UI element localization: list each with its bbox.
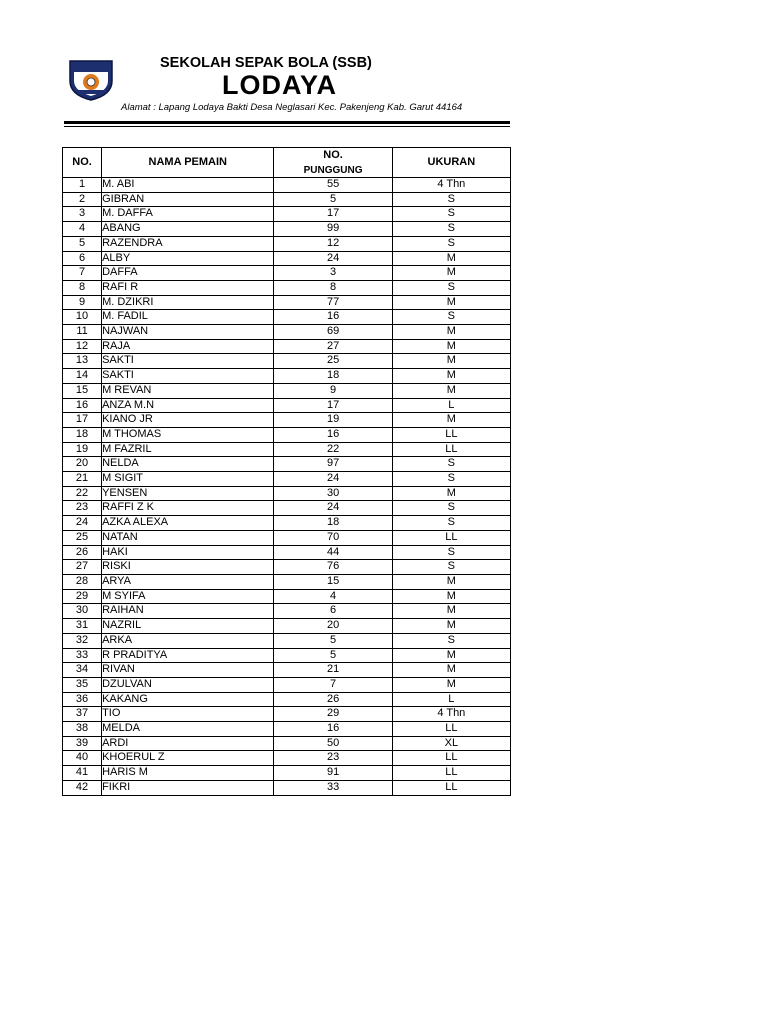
cell-player-name: M SIGIT bbox=[102, 472, 274, 487]
cell-no: 21 bbox=[63, 472, 102, 487]
cell-no: 25 bbox=[63, 530, 102, 545]
cell-size: M bbox=[392, 369, 510, 384]
table-row bbox=[63, 427, 511, 442]
cell-jersey-number: 15 bbox=[274, 574, 392, 589]
cell-player-name: TIO bbox=[102, 707, 274, 722]
cell-player-name: RAJA bbox=[102, 339, 274, 354]
cell-jersey-number: 50 bbox=[274, 736, 392, 751]
cell-no: 28 bbox=[63, 574, 102, 589]
cell-size: M bbox=[392, 648, 510, 663]
cell-player-name: M. ABI bbox=[102, 178, 274, 193]
cell-no: 6 bbox=[63, 251, 102, 266]
cell-jersey-number: 7 bbox=[274, 677, 392, 692]
cell-jersey-number: 20 bbox=[274, 619, 392, 634]
cell-player-name: NAZRIL bbox=[102, 619, 274, 634]
cell-no: 7 bbox=[63, 266, 102, 281]
cell-no: 11 bbox=[63, 325, 102, 340]
cell-size: M bbox=[392, 677, 510, 692]
cell-player-name: SAKTI bbox=[102, 354, 274, 369]
cell-jersey-number: 24 bbox=[274, 251, 392, 266]
table-row bbox=[63, 780, 511, 795]
cell-jersey-number: 17 bbox=[274, 207, 392, 222]
cell-jersey-number: 55 bbox=[274, 178, 392, 193]
cell-size: S bbox=[392, 236, 510, 251]
cell-size: M bbox=[392, 339, 510, 354]
table-row bbox=[63, 574, 511, 589]
cell-no: 9 bbox=[63, 295, 102, 310]
table-row bbox=[63, 692, 511, 707]
cell-player-name: DZULVAN bbox=[102, 677, 274, 692]
school-name-heading: LODAYA bbox=[222, 70, 338, 100]
cell-player-name: KIANO JR bbox=[102, 413, 274, 428]
cell-no: 38 bbox=[63, 722, 102, 737]
cell-size: S bbox=[392, 545, 510, 560]
cell-player-name: M THOMAS bbox=[102, 427, 274, 442]
cell-no: 30 bbox=[63, 604, 102, 619]
table-row bbox=[63, 178, 511, 193]
table-row bbox=[63, 413, 511, 428]
cell-jersey-number: 18 bbox=[274, 516, 392, 531]
cell-size: M bbox=[392, 325, 510, 340]
table-row bbox=[63, 751, 511, 766]
cell-no: 20 bbox=[63, 457, 102, 472]
column-header-jersey-number bbox=[274, 148, 392, 178]
cell-no: 29 bbox=[63, 589, 102, 604]
player-roster-table bbox=[62, 147, 511, 796]
table-row bbox=[63, 663, 511, 678]
table-row bbox=[63, 604, 511, 619]
cell-no: 42 bbox=[63, 780, 102, 795]
cell-no: 31 bbox=[63, 619, 102, 634]
cell-size: LL bbox=[392, 780, 510, 795]
cell-size: M bbox=[392, 251, 510, 266]
cell-size: M bbox=[392, 619, 510, 634]
cell-size: M bbox=[392, 383, 510, 398]
table-row bbox=[63, 486, 511, 501]
cell-size: S bbox=[392, 516, 510, 531]
cell-size: S bbox=[392, 472, 510, 487]
cell-size: M bbox=[392, 354, 510, 369]
cell-no: 5 bbox=[63, 236, 102, 251]
cell-jersey-number: 21 bbox=[274, 663, 392, 678]
cell-size: M bbox=[392, 574, 510, 589]
table-row bbox=[63, 457, 511, 472]
column-header-jersey-number-line1: NO. bbox=[323, 148, 343, 161]
header-divider-thin bbox=[64, 126, 510, 127]
table-row bbox=[63, 222, 511, 237]
cell-player-name: KAKANG bbox=[102, 692, 274, 707]
cell-size: M bbox=[392, 413, 510, 428]
cell-size: L bbox=[392, 398, 510, 413]
table-body bbox=[63, 178, 511, 796]
cell-player-name: ARKA bbox=[102, 633, 274, 648]
cell-player-name: ABANG bbox=[102, 222, 274, 237]
table-row bbox=[63, 545, 511, 560]
cell-no: 1 bbox=[63, 178, 102, 193]
table-row bbox=[63, 766, 511, 781]
cell-no: 26 bbox=[63, 545, 102, 560]
cell-jersey-number: 24 bbox=[274, 501, 392, 516]
cell-size: S bbox=[392, 280, 510, 295]
cell-jersey-number: 70 bbox=[274, 530, 392, 545]
cell-size: S bbox=[392, 310, 510, 325]
table-row bbox=[63, 442, 511, 457]
cell-no: 34 bbox=[63, 663, 102, 678]
cell-size: S bbox=[392, 501, 510, 516]
cell-jersey-number: 5 bbox=[274, 633, 392, 648]
table-row bbox=[63, 310, 511, 325]
cell-player-name: M SYIFA bbox=[102, 589, 274, 604]
cell-jersey-number: 91 bbox=[274, 766, 392, 781]
cell-player-name: MELDA bbox=[102, 722, 274, 737]
cell-no: 39 bbox=[63, 736, 102, 751]
cell-jersey-number: 16 bbox=[274, 722, 392, 737]
cell-no: 27 bbox=[63, 560, 102, 575]
cell-player-name: NATAN bbox=[102, 530, 274, 545]
cell-no: 19 bbox=[63, 442, 102, 457]
cell-player-name: R PRADITYA bbox=[102, 648, 274, 663]
cell-size: LL bbox=[392, 766, 510, 781]
cell-no: 16 bbox=[63, 398, 102, 413]
column-header-name: NAMA PEMAIN bbox=[102, 148, 274, 178]
cell-no: 18 bbox=[63, 427, 102, 442]
cell-size: S bbox=[392, 222, 510, 237]
cell-size: L bbox=[392, 692, 510, 707]
cell-jersey-number: 97 bbox=[274, 457, 392, 472]
cell-size: S bbox=[392, 192, 510, 207]
table-row bbox=[63, 266, 511, 281]
cell-size: S bbox=[392, 633, 510, 648]
cell-player-name: YENSEN bbox=[102, 486, 274, 501]
cell-size: LL bbox=[392, 427, 510, 442]
cell-no: 33 bbox=[63, 648, 102, 663]
cell-jersey-number: 29 bbox=[274, 707, 392, 722]
cell-size: M bbox=[392, 266, 510, 281]
cell-size: M bbox=[392, 663, 510, 678]
school-address: Alamat : Lapang Lodaya Bakti Desa Neglasari Kec. Pakenjeng Kab. Garut 44164 bbox=[121, 102, 463, 113]
cell-no: 24 bbox=[63, 516, 102, 531]
cell-player-name: RAFFI Z K bbox=[102, 501, 274, 516]
column-header-no: NO. bbox=[63, 148, 102, 178]
cell-no: 35 bbox=[63, 677, 102, 692]
cell-player-name: HAKI bbox=[102, 545, 274, 560]
cell-player-name: RAFI R bbox=[102, 280, 274, 295]
cell-player-name: AZKA ALEXA bbox=[102, 516, 274, 531]
cell-player-name: M FAZRIL bbox=[102, 442, 274, 457]
header-divider-thick bbox=[64, 121, 510, 124]
table-row bbox=[63, 207, 511, 222]
cell-no: 40 bbox=[63, 751, 102, 766]
cell-player-name: RISKI bbox=[102, 560, 274, 575]
cell-player-name: NELDA bbox=[102, 457, 274, 472]
cell-no: 2 bbox=[63, 192, 102, 207]
cell-no: 41 bbox=[63, 766, 102, 781]
cell-player-name: HARIS M bbox=[102, 766, 274, 781]
cell-size: LL bbox=[392, 530, 510, 545]
cell-player-name: SAKTI bbox=[102, 369, 274, 384]
cell-player-name: RAZENDRA bbox=[102, 236, 274, 251]
cell-no: 32 bbox=[63, 633, 102, 648]
table-row bbox=[63, 236, 511, 251]
cell-size: LL bbox=[392, 722, 510, 737]
cell-jersey-number: 23 bbox=[274, 751, 392, 766]
cell-size: M bbox=[392, 486, 510, 501]
cell-jersey-number: 22 bbox=[274, 442, 392, 457]
cell-no: 4 bbox=[63, 222, 102, 237]
cell-jersey-number: 12 bbox=[274, 236, 392, 251]
cell-jersey-number: 16 bbox=[274, 310, 392, 325]
table-row bbox=[63, 589, 511, 604]
cell-player-name: GIBRAN bbox=[102, 192, 274, 207]
table-row bbox=[63, 369, 511, 384]
cell-no: 8 bbox=[63, 280, 102, 295]
cell-player-name: RAIHAN bbox=[102, 604, 274, 619]
cell-player-name: M. DZIKRI bbox=[102, 295, 274, 310]
table-row bbox=[63, 736, 511, 751]
cell-player-name: NAJWAN bbox=[102, 325, 274, 340]
table-row bbox=[63, 325, 511, 340]
cell-jersey-number: 27 bbox=[274, 339, 392, 354]
cell-jersey-number: 4 bbox=[274, 589, 392, 604]
table-row bbox=[63, 619, 511, 634]
cell-no: 3 bbox=[63, 207, 102, 222]
cell-jersey-number: 19 bbox=[274, 413, 392, 428]
cell-player-name: M. DAFFA bbox=[102, 207, 274, 222]
cell-jersey-number: 76 bbox=[274, 560, 392, 575]
cell-jersey-number: 18 bbox=[274, 369, 392, 384]
cell-no: 12 bbox=[63, 339, 102, 354]
table-row bbox=[63, 280, 511, 295]
cell-no: 37 bbox=[63, 707, 102, 722]
cell-jersey-number: 24 bbox=[274, 472, 392, 487]
table-row bbox=[63, 677, 511, 692]
cell-size: S bbox=[392, 207, 510, 222]
table-row bbox=[63, 192, 511, 207]
cell-jersey-number: 9 bbox=[274, 383, 392, 398]
school-logo-icon bbox=[66, 57, 116, 101]
cell-size: 4 Thn bbox=[392, 178, 510, 193]
table-row bbox=[63, 501, 511, 516]
cell-no: 17 bbox=[63, 413, 102, 428]
cell-player-name: RIVAN bbox=[102, 663, 274, 678]
cell-size: XL bbox=[392, 736, 510, 751]
table-row bbox=[63, 722, 511, 737]
cell-no: 10 bbox=[63, 310, 102, 325]
cell-player-name: ANZA M.N bbox=[102, 398, 274, 413]
table-row bbox=[63, 633, 511, 648]
cell-no: 23 bbox=[63, 501, 102, 516]
cell-no: 15 bbox=[63, 383, 102, 398]
cell-size: M bbox=[392, 604, 510, 619]
school-type-heading: SEKOLAH SEPAK BOLA (SSB) bbox=[160, 55, 372, 71]
cell-jersey-number: 25 bbox=[274, 354, 392, 369]
cell-jersey-number: 26 bbox=[274, 692, 392, 707]
table-row bbox=[63, 530, 511, 545]
cell-jersey-number: 30 bbox=[274, 486, 392, 501]
cell-size: S bbox=[392, 457, 510, 472]
cell-size: 4 Thn bbox=[392, 707, 510, 722]
cell-size: M bbox=[392, 295, 510, 310]
cell-no: 22 bbox=[63, 486, 102, 501]
cell-size: LL bbox=[392, 442, 510, 457]
cell-jersey-number: 3 bbox=[274, 266, 392, 281]
table-row bbox=[63, 251, 511, 266]
table-row bbox=[63, 383, 511, 398]
table-row bbox=[63, 707, 511, 722]
cell-jersey-number: 6 bbox=[274, 604, 392, 619]
cell-player-name: DAFFA bbox=[102, 266, 274, 281]
table-header-row bbox=[63, 148, 511, 178]
cell-jersey-number: 44 bbox=[274, 545, 392, 560]
cell-jersey-number: 77 bbox=[274, 295, 392, 310]
table-row bbox=[63, 398, 511, 413]
cell-player-name: ALBY bbox=[102, 251, 274, 266]
cell-player-name: ARDI bbox=[102, 736, 274, 751]
cell-player-name: M REVAN bbox=[102, 383, 274, 398]
cell-size: LL bbox=[392, 751, 510, 766]
cell-no: 36 bbox=[63, 692, 102, 707]
cell-jersey-number: 16 bbox=[274, 427, 392, 442]
table-row bbox=[63, 472, 511, 487]
column-header-jersey-number-line2: PUNGGUNG bbox=[303, 164, 363, 176]
cell-jersey-number: 33 bbox=[274, 780, 392, 795]
cell-player-name: ARYA bbox=[102, 574, 274, 589]
column-header-size: UKURAN bbox=[392, 148, 510, 178]
cell-jersey-number: 5 bbox=[274, 192, 392, 207]
cell-size: S bbox=[392, 560, 510, 575]
cell-player-name: FIKRI bbox=[102, 780, 274, 795]
table-row bbox=[63, 516, 511, 531]
table-row bbox=[63, 648, 511, 663]
cell-jersey-number: 5 bbox=[274, 648, 392, 663]
cell-player-name: M. FADIL bbox=[102, 310, 274, 325]
cell-size: M bbox=[392, 589, 510, 604]
cell-jersey-number: 8 bbox=[274, 280, 392, 295]
cell-jersey-number: 17 bbox=[274, 398, 392, 413]
cell-no: 13 bbox=[63, 354, 102, 369]
cell-jersey-number: 69 bbox=[274, 325, 392, 340]
table-row bbox=[63, 560, 511, 575]
cell-player-name: KHOERUL Z bbox=[102, 751, 274, 766]
cell-jersey-number: 99 bbox=[274, 222, 392, 237]
cell-no: 14 bbox=[63, 369, 102, 384]
table-row bbox=[63, 339, 511, 354]
table-row bbox=[63, 295, 511, 310]
table-row bbox=[63, 354, 511, 369]
